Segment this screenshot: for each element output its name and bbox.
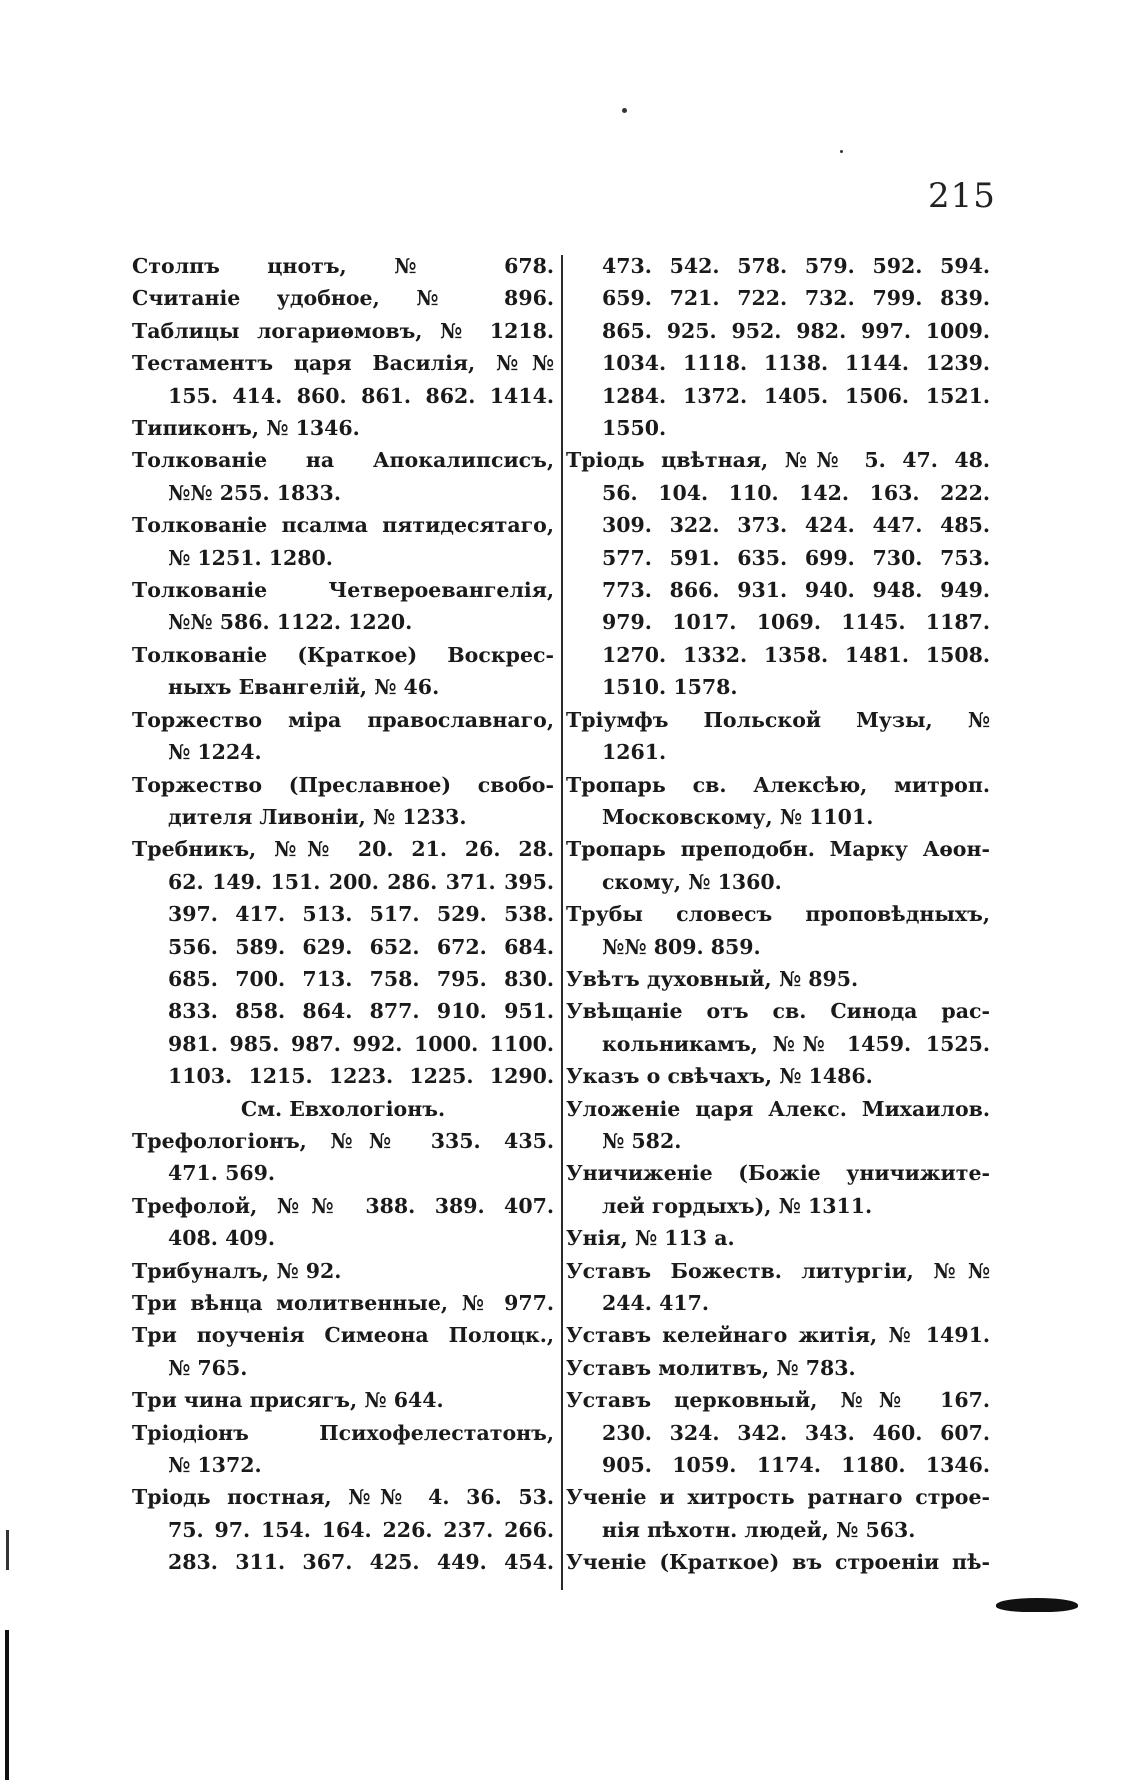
index-entry-continuation: 1270. 1332. 1358. 1481. 1508. [602, 642, 990, 667]
ink-speck [840, 150, 843, 153]
cross-reference: См. Евхологіонъ. [240, 1096, 446, 1121]
index-entry: Унія, № 113 а. [566, 1226, 735, 1251]
binding-edge-mark [5, 1630, 9, 1780]
index-entry: Увѣтъ духовный, № 895. [566, 966, 859, 991]
index-entry: Тріодь цвѣтная, №№ 5. 47. 48. [566, 448, 990, 473]
index-entry: Толкованіе (Краткое) Воскрес- [132, 642, 554, 667]
index-entry-continuation: № 1251. 1280. [168, 545, 333, 570]
index-entry-continuation: 685. 700. 713. 758. 795. 830. [168, 966, 554, 991]
index-entry-continuation: 283. 311. 367. 425. 449. 454. [168, 1550, 554, 1575]
index-entry: Столпъ цнотъ, № 678. [132, 254, 554, 278]
index-column-right [566, 250, 990, 1579]
index-entry-continuation: кольникамъ, №№ 1459. 1525. [602, 1031, 990, 1056]
index-entry-continuation: 979. 1017. 1069. 1145. 1187. [602, 610, 990, 635]
index-entry-continuation: 577. 591. 635. 699. 730. 753. [602, 545, 990, 570]
index-entry-continuation: 397. 417. 513. 517. 529. 538. [168, 902, 554, 927]
index-entry: Уничиженіе (Божіе уничижите- [566, 1161, 990, 1186]
index-entry: Увѣщаніе отъ св. Синода рас- [566, 999, 990, 1024]
index-entry: Тріумфъ Польской Музы, № [566, 707, 990, 732]
page-number: 215 [928, 176, 996, 216]
index-entry: Трибуналъ, № 92. [132, 1258, 342, 1283]
index-entry-continuation: 981. 985. 987. 992. 1000. 1100. [168, 1031, 554, 1056]
ink-blot [996, 1598, 1078, 1612]
index-entry: Три чина присягъ, № 644. [132, 1388, 444, 1413]
index-entry-continuation: 905. 1059. 1174. 1180. 1346. [602, 1453, 990, 1478]
index-entry: Таблицы логариѳмовъ, № 1218. [132, 318, 554, 343]
index-entry: Толкованіе на Апокалипсисъ, [132, 448, 554, 473]
ink-speck [622, 108, 627, 113]
index-entry: Тропарь св. Алексѣю, митроп. [566, 772, 990, 797]
index-entry: Уставъ молитвъ, № 783. [566, 1355, 856, 1380]
index-entry: Тропарь преподобн. Марку Аѳон- [566, 837, 990, 862]
index-entry-continuation: 473. 542. 578. 579. 592. 594. [602, 254, 990, 278]
index-entry-continuation: №№ 809. 859. [602, 934, 761, 959]
index-entry: Уложеніе царя Алекс. Михаилов. [566, 1096, 990, 1121]
index-entry-continuation: дителя Ливоніи, № 1233. [168, 804, 467, 829]
index-entry: Тестаментъ царя Василія, №№ [132, 351, 554, 376]
index-entry: Трубы словесъ проповѣдныхъ, [566, 902, 990, 927]
index-entry-continuation: 556. 589. 629. 652. 672. 684. [168, 934, 554, 959]
index-column-left [132, 250, 554, 1579]
index-entry-continuation: 1550. [602, 416, 667, 441]
index-entry: Тріодь постная, №№ 4. 36. 53. [132, 1485, 554, 1510]
index-entry: Уставъ Божеств. литургіи, №№ [566, 1258, 990, 1283]
index-entry: Торжество (Преславное) свобо- [132, 772, 554, 797]
index-entry-continuation: 1261. [602, 740, 667, 765]
index-entry-continuation: Московскому, № 1101. [602, 804, 874, 829]
binding-edge-mark [6, 1530, 9, 1570]
index-entry-continuation: 75. 97. 154. 164. 226. 237. 266. [168, 1517, 554, 1542]
index-entry-continuation: 1284. 1372. 1405. 1506. 1521. [602, 383, 990, 408]
index-entry: Толкованіе псалма пятидесятаго, [132, 513, 554, 538]
index-entry: Ученіе (Краткое) въ строеніи пѣ- [566, 1550, 990, 1575]
index-entry-continuation: нія пѣхотн. людей, № 563. [602, 1517, 916, 1542]
index-entry-continuation: 408. 409. [168, 1226, 275, 1251]
index-entry-continuation: 865. 925. 952. 982. 997. 1009. [602, 318, 990, 343]
index-entry-continuation: 659. 721. 722. 732. 799. 839. [602, 286, 990, 311]
index-entry-continuation: №№ 255. 1833. [168, 480, 341, 505]
index-entry-continuation: 1034. 1118. 1138. 1144. 1239. [602, 351, 990, 376]
index-entry: Указъ о свѣчахъ, № 1486. [566, 1064, 873, 1089]
index-entry-continuation: 309. 322. 373. 424. 447. 485. [602, 513, 990, 538]
index-entry: Уставъ келейнаго житія, № 1491. [566, 1323, 990, 1348]
index-entry: Требникъ, №№ 20. 21. 26. 28. [132, 837, 554, 862]
index-entry-continuation: 56. 104. 110. 142. 163. 222. [602, 480, 990, 505]
index-entry: Три поученія Симеона Полоцк., [132, 1323, 554, 1348]
index-entry: Трефологіонъ, №№ 335. 435. [132, 1128, 554, 1153]
index-entry: Тріодіонъ Психофелестатонъ, [132, 1420, 554, 1445]
index-entry-continuation: № 582. [602, 1128, 682, 1153]
column-divider [561, 255, 563, 1590]
index-entry-continuation: скому, № 1360. [602, 869, 782, 894]
index-entry-continuation: 155. 414. 860. 861. 862. 1414. [168, 383, 554, 408]
index-entry: Уставъ церковный, №№ 167. [566, 1388, 990, 1413]
index-entry: Считаніе удобное, № 896. [132, 286, 554, 311]
index-entry: Толкованіе Четвероевангелія, [132, 578, 554, 603]
index-entry-continuation: № 1372. [168, 1453, 262, 1478]
index-entry-continuation: 1103. 1215. 1223. 1225. 1290. [168, 1064, 554, 1089]
index-entry: Три вѣнца молитвенные, № 977. [132, 1291, 554, 1315]
index-entry-continuation: 244. 417. [602, 1291, 709, 1315]
index-entry-continuation: 62. 149. 151. 200. 286. 371. 395. [168, 869, 554, 894]
index-entry-continuation: лей гордыхъ), № 1311. [602, 1193, 873, 1218]
index-entry-continuation: ныхъ Евангелій, № 46. [168, 675, 440, 700]
index-entry: Ученіе и хитрость ратнаго строе- [566, 1485, 990, 1510]
index-entry: Трефолой, №№ 388. 389. 407. [132, 1193, 554, 1218]
index-entry-continuation: № 765. [168, 1355, 248, 1380]
index-entry-continuation: № 1224. [168, 740, 262, 765]
index-entry-continuation: 833. 858. 864. 877. 910. 951. [168, 999, 554, 1024]
index-entry: Типиконъ, № 1346. [132, 416, 360, 441]
index-entry-continuation: 1510. 1578. [602, 675, 738, 700]
index-entry-continuation: №№ 586. 1122. 1220. [168, 610, 413, 635]
index-entry-continuation: 230. 324. 342. 343. 460. 607. [602, 1420, 990, 1445]
index-entry: Торжество міра православнаго, [132, 707, 554, 732]
index-entry-continuation: 773. 866. 931. 940. 948. 949. [602, 578, 990, 603]
index-entry-continuation: 471. 569. [168, 1161, 275, 1186]
